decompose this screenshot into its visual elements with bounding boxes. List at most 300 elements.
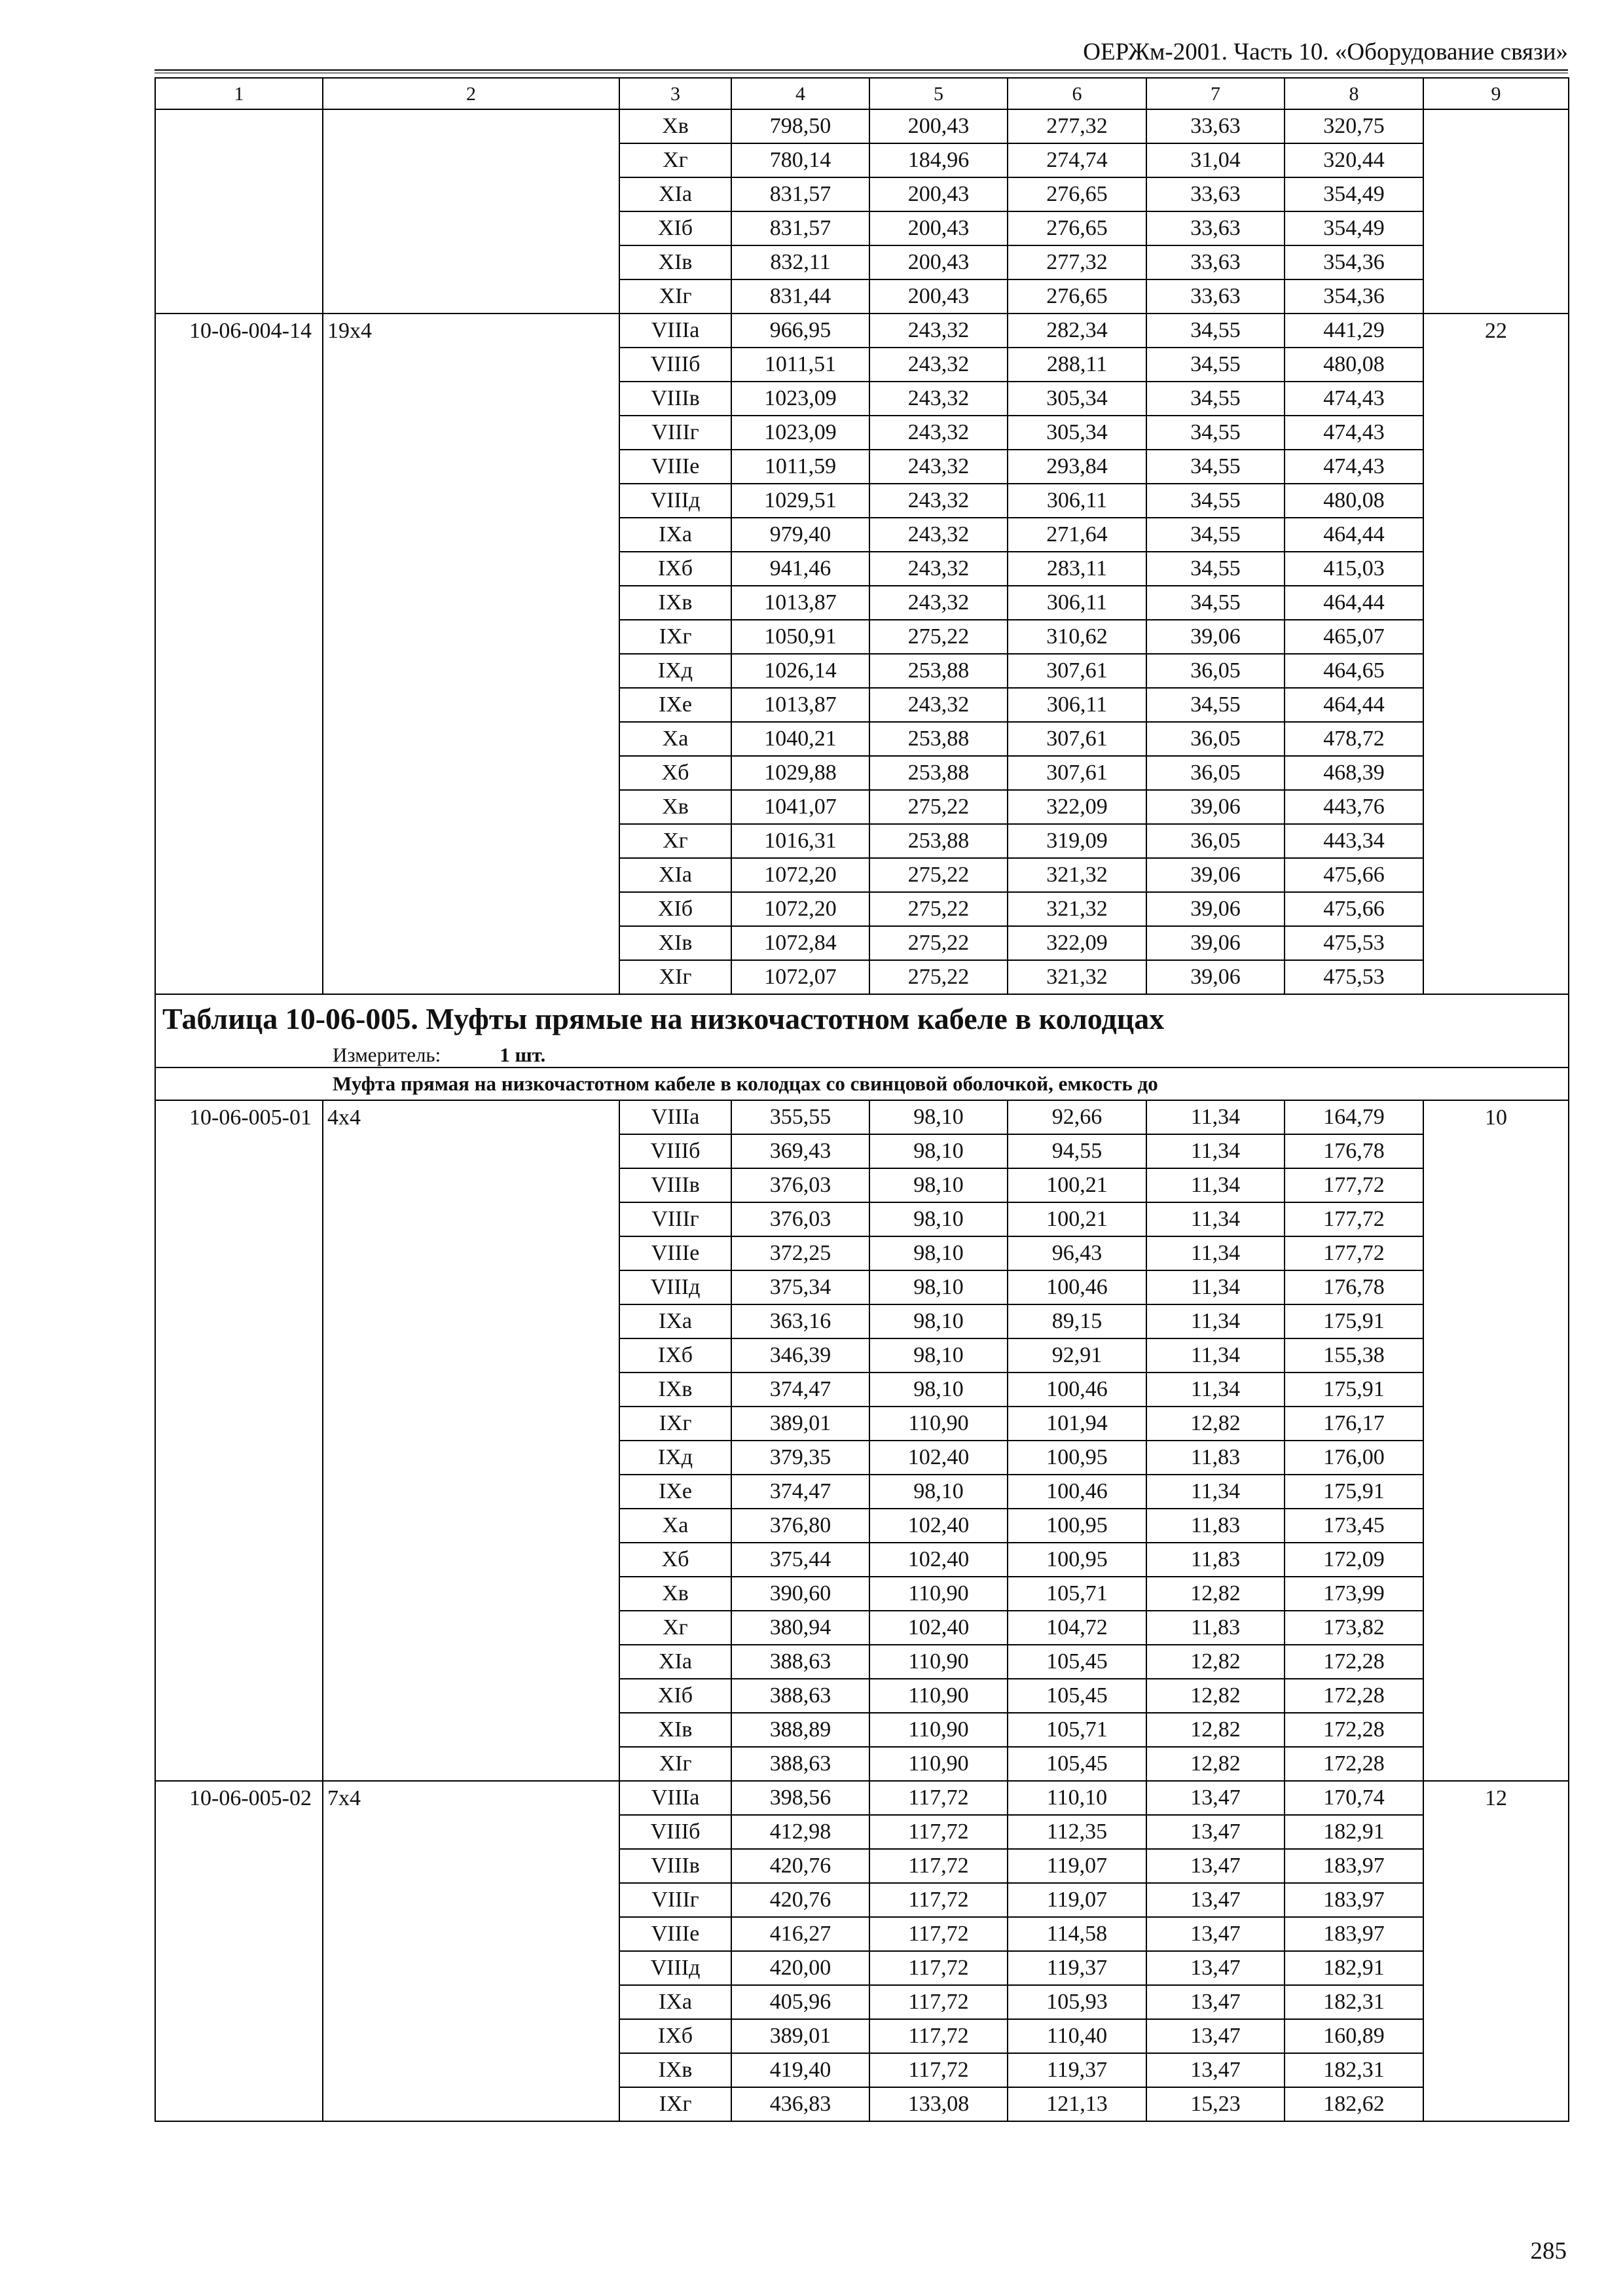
table-cell: 176,78	[1285, 1270, 1423, 1304]
table-cell: 322,09	[1008, 926, 1146, 960]
capacity	[323, 279, 619, 314]
workers-count	[1423, 688, 1569, 722]
table-cell: 89,15	[1008, 1304, 1146, 1338]
workers-count	[1423, 1509, 1569, 1543]
table-cell: 420,76	[731, 1883, 869, 1917]
column-number: 9	[1423, 78, 1569, 109]
table-cell: 354,36	[1285, 279, 1423, 314]
table-cell: 420,00	[731, 1951, 869, 1985]
workers-count	[1423, 1951, 1569, 1985]
norm-code	[155, 1543, 323, 1577]
capacity	[323, 892, 619, 926]
table-cell: 200,43	[869, 245, 1008, 279]
norm-code	[155, 1372, 323, 1407]
table-cell: 275,22	[869, 858, 1008, 892]
table-cell: 388,63	[731, 1679, 869, 1713]
norm-code	[155, 552, 323, 586]
table-cell: 98,10	[869, 1168, 1008, 1202]
table-cell: IXв	[619, 1372, 731, 1407]
table-cell: 110,90	[869, 1645, 1008, 1679]
table-cell: 275,22	[869, 620, 1008, 654]
norm-code	[155, 1951, 323, 1985]
table-cell: 110,90	[869, 1713, 1008, 1747]
workers-count	[1423, 1611, 1569, 1645]
table-cell: 12,82	[1146, 1679, 1285, 1713]
table-cell: 274,74	[1008, 143, 1146, 177]
table-cell: 1026,14	[731, 654, 869, 688]
workers-count	[1423, 143, 1569, 177]
table-row	[155, 416, 1569, 450]
table-cell: VIIIа	[619, 1781, 731, 1815]
table-cell: 1040,21	[731, 722, 869, 756]
table-cell: 277,32	[1008, 109, 1146, 143]
table-cell: IXб	[619, 552, 731, 586]
table-cell: 307,61	[1008, 756, 1146, 790]
column-number: 4	[731, 78, 869, 109]
table-cell: IXд	[619, 1441, 731, 1475]
column-number: 3	[619, 78, 731, 109]
table-cell: 11,34	[1146, 1236, 1285, 1270]
table-cell: 243,32	[869, 382, 1008, 416]
table-cell: 979,40	[731, 518, 869, 552]
table-cell: 443,76	[1285, 790, 1423, 824]
workers-count	[1423, 382, 1569, 416]
table-cell: 831,44	[731, 279, 869, 314]
table-cell: 176,00	[1285, 1441, 1423, 1475]
workers-count	[1423, 858, 1569, 892]
capacity	[323, 1747, 619, 1781]
table-cell: 464,44	[1285, 688, 1423, 722]
table-cell: 110,90	[869, 1679, 1008, 1713]
table-cell: 39,06	[1146, 790, 1285, 824]
norm-code	[155, 2087, 323, 2121]
norm-code	[155, 1679, 323, 1713]
measure-label: Измеритель:	[333, 1043, 441, 1066]
norm-code	[155, 858, 323, 892]
table-row	[155, 1679, 1569, 1713]
table-cell: 1050,91	[731, 620, 869, 654]
capacity	[323, 518, 619, 552]
table-cell: 33,63	[1146, 109, 1285, 143]
table-cell: VIIIе	[619, 450, 731, 484]
table-cell: 100,95	[1008, 1543, 1146, 1577]
table-cell: 253,88	[869, 824, 1008, 858]
table-cell: 475,53	[1285, 926, 1423, 960]
capacity	[323, 1849, 619, 1883]
table-cell: 182,62	[1285, 2087, 1423, 2121]
workers-count	[1423, 1202, 1569, 1236]
table-cell: 380,94	[731, 1611, 869, 1645]
norm-code	[155, 756, 323, 790]
table-row	[155, 1168, 1569, 1202]
table-cell: IXг	[619, 1407, 731, 1441]
table-cell: 33,63	[1146, 177, 1285, 211]
table-row	[155, 552, 1569, 586]
table-cell: 102,40	[869, 1543, 1008, 1577]
norm-code	[155, 1849, 323, 1883]
table-cell: 117,72	[869, 2053, 1008, 2087]
capacity	[323, 1441, 619, 1475]
capacity	[323, 416, 619, 450]
table-cell: 415,03	[1285, 552, 1423, 586]
capacity	[323, 688, 619, 722]
table-cell: 110,90	[869, 1407, 1008, 1441]
column-number: 7	[1146, 78, 1285, 109]
subtitle-row	[155, 1067, 1569, 1100]
norm-code	[155, 1645, 323, 1679]
table-cell: 175,91	[1285, 1372, 1423, 1407]
table-cell: XIб	[619, 892, 731, 926]
table-cell: 306,11	[1008, 688, 1146, 722]
norm-code	[155, 109, 323, 143]
norm-code	[155, 245, 323, 279]
norm-code	[155, 1236, 323, 1270]
table-cell: 307,61	[1008, 722, 1146, 756]
table-subtitle: Муфта прямая на низкочастотном кабеле в колодцах со свинцовой оболочкой, емкость до	[155, 1067, 1569, 1100]
table-cell: 98,10	[869, 1372, 1008, 1407]
column-number: 5	[869, 78, 1008, 109]
table-row	[155, 1849, 1569, 1883]
table-cell: 376,80	[731, 1509, 869, 1543]
capacity	[323, 245, 619, 279]
table-cell: 276,65	[1008, 279, 1146, 314]
capacity	[323, 1815, 619, 1849]
table-cell: 182,91	[1285, 1951, 1423, 1985]
table-cell: 100,46	[1008, 1372, 1146, 1407]
table-cell: 354,49	[1285, 177, 1423, 211]
table-cell: 275,22	[869, 790, 1008, 824]
workers-count	[1423, 450, 1569, 484]
table-cell: 182,91	[1285, 1815, 1423, 1849]
table-cell: 321,32	[1008, 858, 1146, 892]
workers-count	[1423, 211, 1569, 245]
table-row	[155, 1781, 1569, 1815]
table-cell: 94,55	[1008, 1134, 1146, 1168]
table-row	[155, 1407, 1569, 1441]
workers-count	[1423, 1441, 1569, 1475]
table-cell: 11,83	[1146, 1509, 1285, 1543]
table-cell: 12,82	[1146, 1713, 1285, 1747]
workers-count	[1423, 586, 1569, 620]
table-cell: 11,34	[1146, 1134, 1285, 1168]
table-cell: 1072,07	[731, 960, 869, 994]
table-cell: 34,55	[1146, 416, 1285, 450]
table-row	[155, 211, 1569, 245]
table-cell: 1011,59	[731, 450, 869, 484]
table-cell: 33,63	[1146, 279, 1285, 314]
table-cell: 175,91	[1285, 1304, 1423, 1338]
workers-count	[1423, 1475, 1569, 1509]
table-cell: IXе	[619, 1475, 731, 1509]
table-row	[155, 926, 1569, 960]
workers-count	[1423, 620, 1569, 654]
table-cell: 101,94	[1008, 1407, 1146, 1441]
table-cell: 375,44	[731, 1543, 869, 1577]
table-cell: 320,44	[1285, 143, 1423, 177]
table-cell: 1011,51	[731, 348, 869, 382]
table-cell: 164,79	[1285, 1100, 1423, 1134]
norm-code	[155, 1202, 323, 1236]
capacity: 4х4	[323, 1100, 619, 1134]
workers-count	[1423, 518, 1569, 552]
capacity	[323, 2019, 619, 2053]
capacity	[323, 1577, 619, 1611]
table-cell: VIIIе	[619, 1917, 731, 1951]
norm-code	[155, 382, 323, 416]
table-cell: 200,43	[869, 177, 1008, 211]
table-cell: 102,40	[869, 1441, 1008, 1475]
table-cell: 98,10	[869, 1304, 1008, 1338]
table-cell: 306,11	[1008, 484, 1146, 518]
table-cell: 243,32	[869, 484, 1008, 518]
table-cell: 105,45	[1008, 1679, 1146, 1713]
table-cell: 416,27	[731, 1917, 869, 1951]
workers-count	[1423, 756, 1569, 790]
table-cell: 104,72	[1008, 1611, 1146, 1645]
table-cell: 119,37	[1008, 2053, 1146, 2087]
table-cell: 110,10	[1008, 1781, 1146, 1815]
table-cell: 374,47	[731, 1372, 869, 1407]
capacity	[323, 2053, 619, 2087]
table-cell: IXв	[619, 2053, 731, 2087]
table-cell: VIIIд	[619, 484, 731, 518]
table-cell: IXа	[619, 1304, 731, 1338]
table-cell: 13,47	[1146, 1815, 1285, 1849]
table-cell: Xб	[619, 1543, 731, 1577]
table-cell: 184,96	[869, 143, 1008, 177]
table-cell: 117,72	[869, 1849, 1008, 1883]
table-cell: 275,22	[869, 926, 1008, 960]
norm-code	[155, 722, 323, 756]
table-row	[155, 892, 1569, 926]
table-cell: 412,98	[731, 1815, 869, 1849]
capacity	[323, 1883, 619, 1917]
table-cell: 13,47	[1146, 1917, 1285, 1951]
norm-code	[155, 1815, 323, 1849]
table-row	[155, 960, 1569, 994]
table-cell: 780,14	[731, 143, 869, 177]
table-row	[155, 790, 1569, 824]
table-cell: 102,40	[869, 1509, 1008, 1543]
norm-code	[155, 1168, 323, 1202]
table-row	[155, 756, 1569, 790]
table-cell: 306,11	[1008, 586, 1146, 620]
norm-code	[155, 790, 323, 824]
table-cell: 98,10	[869, 1338, 1008, 1372]
workers-count	[1423, 245, 1569, 279]
page-number: 285	[1530, 2238, 1567, 2265]
norms-table	[155, 77, 1569, 2122]
norm-code: 10-06-004-14	[155, 314, 323, 348]
table-cell: 98,10	[869, 1475, 1008, 1509]
table-title: Таблица 10-06-005. Муфты прямые на низкочастотном кабеле в колодцах	[155, 994, 1569, 1043]
table-row	[155, 450, 1569, 484]
table-cell: 405,96	[731, 1985, 869, 2019]
table-row	[155, 245, 1569, 279]
table-cell: 11,34	[1146, 1168, 1285, 1202]
table-cell: 13,47	[1146, 1985, 1285, 2019]
table-cell: 172,28	[1285, 1747, 1423, 1781]
norm-code	[155, 1338, 323, 1372]
workers-count	[1423, 892, 1569, 926]
running-header: ОЕРЖм-2001. Часть 10. «Оборудование связи»	[1083, 39, 1568, 65]
table-cell: VIIIг	[619, 416, 731, 450]
table-cell: 34,55	[1146, 348, 1285, 382]
table-cell: 11,34	[1146, 1338, 1285, 1372]
table-cell: VIIIа	[619, 314, 731, 348]
table-cell: 319,09	[1008, 824, 1146, 858]
header-rule	[155, 69, 1568, 73]
table-cell: 243,32	[869, 314, 1008, 348]
workers-count	[1423, 1270, 1569, 1304]
workers-count	[1423, 1304, 1569, 1338]
table-cell: 36,05	[1146, 654, 1285, 688]
table-cell: 34,55	[1146, 552, 1285, 586]
capacity	[323, 586, 619, 620]
table-cell: 98,10	[869, 1100, 1008, 1134]
table-cell: 39,06	[1146, 858, 1285, 892]
table-cell: 173,82	[1285, 1611, 1423, 1645]
capacity: 7х4	[323, 1781, 619, 1815]
table-cell: 322,09	[1008, 790, 1146, 824]
table-cell: Xа	[619, 1509, 731, 1543]
table-cell: 182,31	[1285, 2053, 1423, 2087]
table-cell: 112,35	[1008, 1815, 1146, 1849]
column-number: 6	[1008, 78, 1146, 109]
capacity	[323, 926, 619, 960]
norm-code: 10-06-005-02	[155, 1781, 323, 1815]
table-row	[155, 1747, 1569, 1781]
table-cell: IXа	[619, 1985, 731, 2019]
capacity	[323, 858, 619, 892]
table-cell: 288,11	[1008, 348, 1146, 382]
column-number: 1	[155, 78, 323, 109]
table-cell: 966,95	[731, 314, 869, 348]
workers-count	[1423, 1134, 1569, 1168]
table-cell: 110,40	[1008, 2019, 1146, 2053]
workers-count	[1423, 1883, 1569, 1917]
table-cell: 375,34	[731, 1270, 869, 1304]
table-cell: 1023,09	[731, 416, 869, 450]
table-cell: 1072,20	[731, 858, 869, 892]
table-row	[155, 177, 1569, 211]
table-cell: 243,32	[869, 688, 1008, 722]
table-cell: 1041,07	[731, 790, 869, 824]
table-cell: 31,04	[1146, 143, 1285, 177]
workers-count	[1423, 824, 1569, 858]
table-row	[155, 824, 1569, 858]
table-cell: 100,46	[1008, 1270, 1146, 1304]
table-cell: 98,10	[869, 1270, 1008, 1304]
table-cell: Xб	[619, 756, 731, 790]
table-cell: VIIIб	[619, 1134, 731, 1168]
table-row	[155, 1577, 1569, 1611]
norm-code	[155, 416, 323, 450]
table-cell: 105,45	[1008, 1645, 1146, 1679]
table-title-row	[155, 994, 1569, 1043]
table-cell: 39,06	[1146, 926, 1285, 960]
table-row	[155, 654, 1569, 688]
table-row	[155, 1236, 1569, 1270]
table-cell: 941,46	[731, 552, 869, 586]
table-row	[155, 314, 1569, 348]
table-cell: 376,03	[731, 1168, 869, 1202]
table-cell: 13,47	[1146, 2053, 1285, 2087]
table-cell: 176,17	[1285, 1407, 1423, 1441]
table-cell: 39,06	[1146, 960, 1285, 994]
table-cell: 475,66	[1285, 858, 1423, 892]
table-cell: 13,47	[1146, 1883, 1285, 1917]
capacity	[323, 654, 619, 688]
table-cell: 363,16	[731, 1304, 869, 1338]
table-cell: 121,13	[1008, 2087, 1146, 2121]
table-cell: 36,05	[1146, 824, 1285, 858]
table-cell: 464,65	[1285, 654, 1423, 688]
table-cell: 1072,20	[731, 892, 869, 926]
table-cell: 33,63	[1146, 245, 1285, 279]
table-cell: 34,55	[1146, 586, 1285, 620]
workers-count	[1423, 960, 1569, 994]
workers-count	[1423, 348, 1569, 382]
table-cell: 105,93	[1008, 1985, 1146, 2019]
table-cell: IXе	[619, 688, 731, 722]
workers-count	[1423, 790, 1569, 824]
table-cell: 11,34	[1146, 1475, 1285, 1509]
table-cell: VIIIд	[619, 1951, 731, 1985]
table-cell: 276,65	[1008, 211, 1146, 245]
workers-count	[1423, 1747, 1569, 1781]
table-cell: 1029,51	[731, 484, 869, 518]
norm-code	[155, 824, 323, 858]
table-cell: 443,34	[1285, 824, 1423, 858]
table-cell: VIIIе	[619, 1236, 731, 1270]
capacity	[323, 1407, 619, 1441]
capacity	[323, 1475, 619, 1509]
table-cell: 183,97	[1285, 1917, 1423, 1951]
table-cell: 200,43	[869, 211, 1008, 245]
table-row	[155, 1883, 1569, 1917]
table-cell: 177,72	[1285, 1236, 1423, 1270]
table-cell: 200,43	[869, 109, 1008, 143]
norm-code	[155, 1475, 323, 1509]
capacity	[323, 756, 619, 790]
table-cell: 321,32	[1008, 892, 1146, 926]
measure-value: 1 шт.	[500, 1043, 546, 1066]
table-cell: Xв	[619, 1577, 731, 1611]
workers-count	[1423, 1679, 1569, 1713]
workers-count	[1423, 109, 1569, 143]
table-cell: 100,21	[1008, 1202, 1146, 1236]
norm-code	[155, 688, 323, 722]
table-cell: 276,65	[1008, 177, 1146, 211]
table-cell: 34,55	[1146, 688, 1285, 722]
table-cell: 320,75	[1285, 109, 1423, 143]
table-cell: 15,23	[1146, 2087, 1285, 2121]
table-cell: 831,57	[731, 177, 869, 211]
table-cell: 1072,84	[731, 926, 869, 960]
table-cell: 34,55	[1146, 314, 1285, 348]
capacity	[323, 1713, 619, 1747]
table-cell: 321,32	[1008, 960, 1146, 994]
table-row	[155, 484, 1569, 518]
table-cell: 100,21	[1008, 1168, 1146, 1202]
table-cell: 172,09	[1285, 1543, 1423, 1577]
table-row	[155, 620, 1569, 654]
table-row	[155, 688, 1569, 722]
column-number: 8	[1285, 78, 1423, 109]
norm-code	[155, 484, 323, 518]
table-cell: 253,88	[869, 722, 1008, 756]
